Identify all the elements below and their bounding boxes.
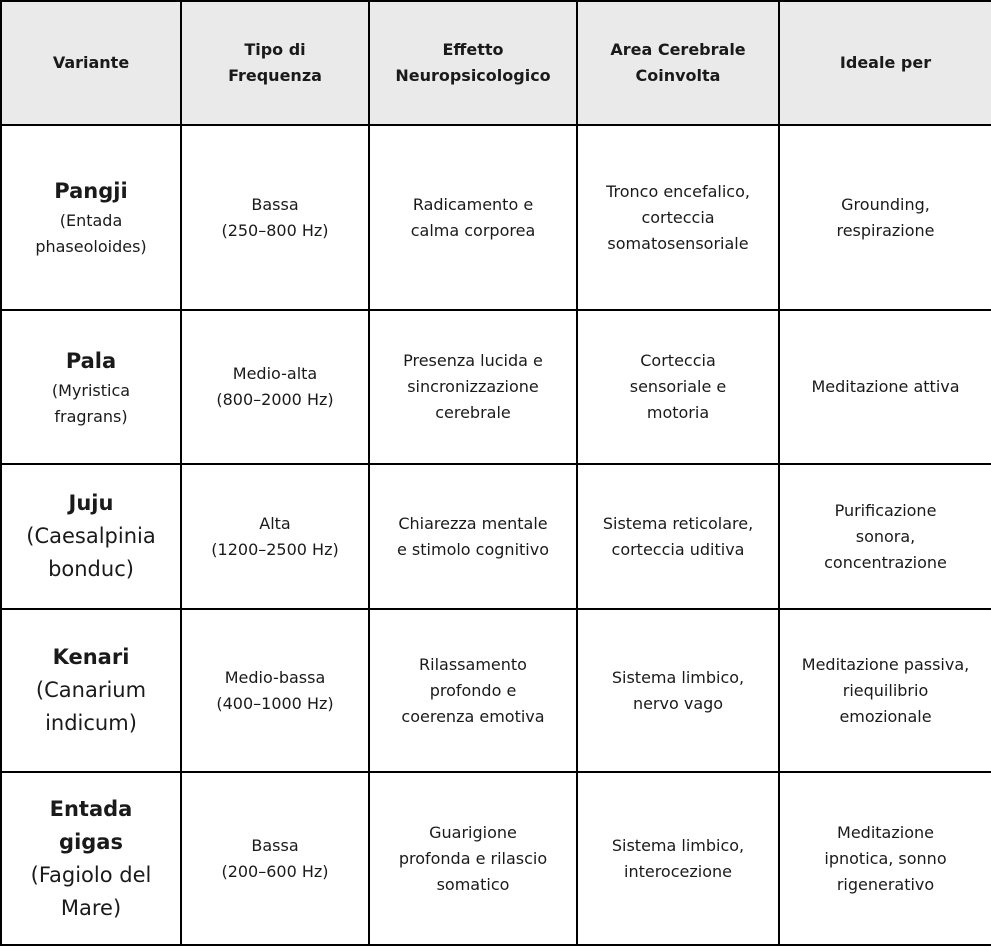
- variant-name: Kenari: [52, 645, 130, 669]
- header-row: [1, 1, 991, 125]
- cell-area: [577, 310, 779, 464]
- variant-scientific: indicum): [45, 711, 137, 735]
- cell-area: [577, 125, 779, 310]
- area-line: Corteccia: [640, 351, 716, 370]
- header-ideale-line: Ideale per: [839, 53, 932, 72]
- effect-line: Guarigione: [429, 822, 517, 842]
- cell-variant: [1, 464, 181, 609]
- ideal-line: concentrazione: [824, 552, 947, 572]
- cell-frequency: [181, 772, 369, 945]
- variant-name: Juju: [68, 491, 114, 515]
- cell-area: [577, 609, 779, 772]
- area-line: nervo vago: [632, 693, 724, 713]
- cell-area: [577, 464, 779, 609]
- area-line: motoria: [646, 403, 710, 422]
- effect-line: profonda e rilascio: [398, 848, 548, 868]
- variant-scientific: Mare): [60, 895, 122, 920]
- frequency-line: (250–800 Hz): [221, 220, 329, 240]
- frequency-line: (200–600 Hz): [221, 861, 329, 881]
- cell-variant: [1, 772, 181, 945]
- header-area-line2: Coinvolta: [635, 66, 721, 85]
- cell-effect: [369, 609, 577, 772]
- header-variante-line: Variante: [52, 53, 130, 72]
- table-row: [1, 464, 991, 609]
- variant-scientific: phaseoloides): [35, 237, 147, 256]
- header-tipo-line2: Frequenza: [228, 66, 322, 85]
- area-line: Tronco encefalico,: [606, 181, 750, 201]
- cell-effect: [369, 464, 577, 609]
- cell-frequency: [181, 125, 369, 310]
- effect-line: cerebrale: [435, 403, 511, 422]
- header-ideale: [779, 1, 991, 125]
- ideal-line: Meditazione passiva,: [801, 654, 970, 674]
- cell-ideal: [779, 464, 991, 609]
- cell-effect: [369, 125, 577, 310]
- effect-line: Rilassamento: [419, 654, 527, 674]
- ideal-line: Grounding,: [841, 194, 930, 214]
- cell-variant: [1, 609, 181, 772]
- area-line: Sistema reticolare,: [602, 513, 754, 533]
- header-tipo-frequenza: [181, 1, 369, 125]
- area-line: corteccia: [641, 207, 715, 227]
- frequency-line: (400–1000 Hz): [216, 693, 334, 713]
- effect-line: Chiarezza mentale: [398, 513, 548, 533]
- frequency-line: Alta: [259, 513, 291, 533]
- ideal-line: rigenerativo: [836, 874, 935, 894]
- header-area-line1: Area Cerebrale: [610, 40, 746, 59]
- table-row: [1, 609, 991, 772]
- cell-effect: [369, 772, 577, 945]
- variant-name: Entada: [49, 796, 133, 821]
- frequency-line: Medio-bassa: [224, 667, 326, 687]
- ideal-line: Meditazione attiva: [811, 377, 960, 396]
- table-row: [1, 772, 991, 945]
- effect-line: calma corporea: [410, 220, 536, 240]
- header-effetto-line1: Effetto: [442, 40, 504, 59]
- effect-line: Radicamento e: [412, 194, 534, 214]
- cell-frequency: [181, 464, 369, 609]
- frequency-line: Bassa: [251, 835, 299, 855]
- variant-scientific: (Canarium: [35, 678, 147, 702]
- cell-frequency: [181, 310, 369, 464]
- header-effetto: [369, 1, 577, 125]
- cell-frequency: [181, 609, 369, 772]
- table-row: [1, 125, 991, 310]
- cell-effect: [369, 310, 577, 464]
- frequency-line: (1200–2500 Hz): [211, 539, 339, 559]
- effect-line: e stimolo cognitivo: [397, 539, 549, 559]
- area-line: Sistema limbico,: [611, 667, 745, 687]
- effect-line: coerenza emotiva: [401, 706, 545, 726]
- header-area: [577, 1, 779, 125]
- header-effetto-line2: Neuropsicologico: [395, 66, 551, 85]
- frequency-line: Bassa: [251, 194, 299, 214]
- ideal-line: Meditazione: [837, 822, 934, 842]
- variant-name: Pangji: [54, 179, 128, 203]
- effect-line: Presenza lucida e: [403, 351, 543, 370]
- cell-ideal: [779, 125, 991, 310]
- variant-scientific: (Entada: [59, 211, 123, 230]
- header-tipo-line1: Tipo di: [244, 40, 306, 59]
- cell-variant: [1, 125, 181, 310]
- ideal-line: ipnotica, sonno: [824, 848, 947, 868]
- area-line: somatosensoriale: [607, 233, 749, 253]
- cell-ideal: [779, 609, 991, 772]
- area-line: Sistema limbico,: [611, 835, 745, 855]
- variant-scientific: (Caesalpinia: [26, 524, 156, 548]
- cell-ideal: [779, 310, 991, 464]
- variant-scientific: bonduc): [48, 557, 134, 581]
- table-row: [1, 310, 991, 464]
- variant-name: Pala: [65, 348, 117, 373]
- variant-scientific: (Myristica: [51, 380, 131, 400]
- frequency-line: Medio-alta: [232, 364, 318, 383]
- effect-line: profondo e: [429, 680, 517, 700]
- effect-line: sincronizzazione: [407, 377, 539, 396]
- area-line: sensoriale e: [629, 377, 727, 396]
- ideal-line: riequilibrio: [842, 680, 929, 700]
- ideal-line: Purificazione: [834, 500, 937, 520]
- frequency-line: (800–2000 Hz): [216, 390, 334, 409]
- ideal-line: respirazione: [836, 220, 935, 240]
- ideal-line: emozionale: [839, 706, 932, 726]
- ideal-line: sonora,: [855, 526, 916, 546]
- area-line: interocezione: [624, 861, 732, 881]
- header-variante: [1, 1, 181, 125]
- variant-scientific: fragrans): [54, 406, 128, 426]
- cell-area: [577, 772, 779, 945]
- cell-ideal: [779, 772, 991, 945]
- area-line: corteccia uditiva: [611, 539, 745, 559]
- cell-variant: [1, 310, 181, 464]
- effect-line: somatico: [436, 874, 510, 894]
- variant-name: gigas: [59, 829, 123, 854]
- variant-scientific: (Fagiolo del: [30, 862, 152, 887]
